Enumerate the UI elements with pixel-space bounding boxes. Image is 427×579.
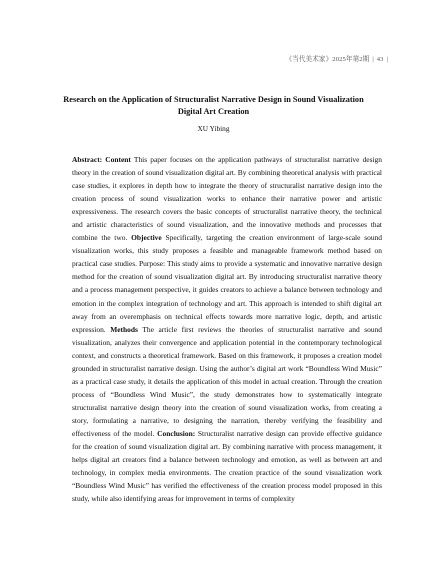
abstract-label: Abstract: [72, 155, 103, 164]
article-author: XU Yibing [197, 124, 230, 133]
abstract-paragraph [72, 153, 382, 505]
content-label: Content [105, 155, 131, 164]
journal-issue: 《当代美术家》2025年第2期 [285, 56, 370, 63]
methods-label: Methods [110, 324, 138, 334]
methods-text: The article first reviews the theories of structuralist narrative and sound visualization, analyzes their convergence and application potential in the contemporary technological context, and constructs a theoretical framework. Based on this framework, it proposes a creation model grounded in structuralist narrative design. Using the author’s digital art work “Boundless Wind Music” as a practical case study, it details the application of this model in actual creation. Through the creation process of “Boundless Wind Music”, the study demonstrates how to systematically integrate structuralist narrative design theory into the creation of sound visualization works, from creating a story, formulating a narrative, to designing the narration, thereby verifying the feasibility and effectiveness of the model. [72, 324, 383, 438]
objective-label: Objective [131, 233, 162, 243]
page-number: 43 [376, 56, 384, 63]
conclusion-label: Conclusion: [157, 428, 196, 438]
article-title: Research on the Application of Structuralist Narrative Design in Sound Visualization Digital Art Creation [63, 95, 364, 116]
content-text: This paper focuses on the application pathways of structuralist narrative design theory in the creation of sound visualization digital art. By combining theoretical analysis with practical case studies, it explores in depth how to integrate the theory of structuralist narrative design into the creation process of sound visualization works to enhance their narrative power and artistic expressiveness. The research covers the basic concepts of structuralist narrative theory, the technical and artistic characteristics of sound visualization, and the innovative methods and processes that combine the two. [72, 155, 382, 243]
running-header [285, 53, 391, 63]
conclusion-text: Structuralist narrative design can provide effective guidance for the creation of sound visualization digital art. By combining narrative with process management, it helps digital art creators find a balance between technology and emotion, as well as between art and technology, in complex media environments. The creation practice of the sound visualization work “Boundless Wind Music” has verified the effectiveness of the creation process model proposed in this study, while also identifying areas for improvement in terms of complexity [72, 428, 382, 504]
header-separator: | [372, 56, 374, 63]
header-trailing-separator: | [386, 56, 388, 63]
objective-text: Specifically, targeting the creation environment of large-scale sound visualization works, this study proposes a feasible and manageable framework method based on practical case studies. Purpose: This study aims to provide a systematic and innovative narrative design method for the creation of sound visualization digital art. By introducing structuralist narrative theory and a process management perspective, it guides creators to achieve a balance between technology and emotion in the complex integration of technology and art. This approach is intended to shift digital art away from an overemphasis on technical effects towards more narrative logic, depth, and artistic expression. [72, 233, 382, 334]
